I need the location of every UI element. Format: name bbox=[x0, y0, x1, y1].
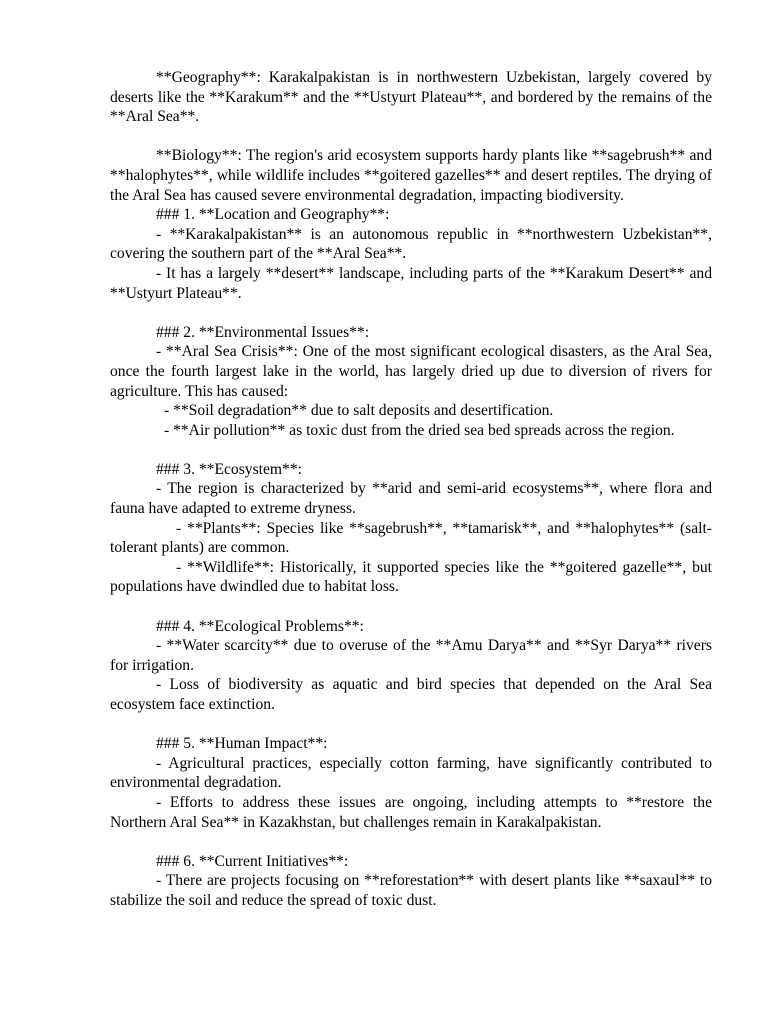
list-item: - **Water scarcity** due to overuse of the **Amu Darya** and **Syr Darya** rivers for irrigation. bbox=[110, 637, 712, 674]
heading-current-initiatives: ### 6. **Current Initiatives**: bbox=[156, 852, 349, 870]
heading-ecological-problems: ### 4. **Ecological Problems**: bbox=[156, 617, 364, 635]
list-subitem: - **Wildlife**: Historically, it supported species like the **goitered gazelle**, but populations have dwindled due to habitat loss. bbox=[110, 558, 712, 596]
list-item: - **Karakalpakistan** is an autonomous republic in **northwestern Uzbekistan**, covering the southern part of the **Aral Sea**. bbox=[110, 225, 712, 263]
heading-location-geography: ### 1. **Location and Geography**: bbox=[156, 206, 390, 224]
blank-line bbox=[110, 127, 712, 147]
document-page bbox=[110, 68, 712, 911]
list-item: - **Aral Sea Crisis**: One of the most significant ecological disasters, as the Aral Sea, once the fourth largest lake in the world, has largely dried up due to diversion of rivers for agriculture. This has caused: bbox=[110, 343, 712, 400]
list-item: - There are projects focusing on **reforestation** with desert plants like **saxaul** to stabilize the soil and reduce the spread of toxic dust. bbox=[110, 872, 712, 909]
blank-line bbox=[110, 597, 712, 617]
paragraph-biology: **Biology**: The region's arid ecosystem supports hardy plants like **sagebrush** and **halophytes**, while wildlife includes **goitered gazelles** and desert reptiles. The drying of the Aral Sea has caused severe environmental degradation, impacting biodiversity. bbox=[110, 147, 712, 204]
list-item: - Agricultural practices, especially cotton farming, have significantly contributed to environmental degradation. bbox=[110, 754, 712, 792]
blank-line bbox=[110, 715, 712, 735]
blank-line bbox=[110, 440, 712, 460]
list-item: - It has a largely **desert** landscape, including parts of the **Karakum Desert** and **Ustyurt Plateau**. bbox=[110, 264, 712, 302]
list-item: - Loss of biodiversity as aquatic and bird species that depended on the Aral Sea ecosystem face extinction. bbox=[110, 676, 712, 713]
list-item: - Efforts to address these issues are ongoing, including attempts to **restore the Northern Aral Sea** in Kazakhstan, but challenges remain in Karakalpakistan. bbox=[110, 793, 712, 831]
blank-line bbox=[110, 832, 712, 852]
paragraph-geography: **Geography**: Karakalpakistan is in northwestern Uzbekistan, largely covered by deserts like the **Karakum** and the **Ustyurt Plateau**, and bordered by the remains of the **Aral Sea**. bbox=[110, 69, 712, 126]
list-subitem: - **Plants**: Species like **sagebrush**, **tamarisk**, and **halophytes** (salt-tolerant plants) are common. bbox=[110, 519, 712, 557]
blank-line bbox=[110, 303, 712, 323]
heading-ecosystem: ### 3. **Ecosystem**: bbox=[156, 460, 302, 478]
heading-human-impact: ### 5. **Human Impact**: bbox=[156, 735, 328, 753]
list-subitem: - **Air pollution** as toxic dust from the dried sea bed spreads across the region. bbox=[164, 421, 675, 439]
list-item: - The region is characterized by **arid and semi-arid ecosystems**, where flora and fauna have adapted to extreme dryness. bbox=[110, 480, 712, 518]
heading-environmental-issues: ### 2. **Environmental Issues**: bbox=[156, 323, 370, 341]
list-subitem: - **Soil degradation** due to salt deposits and desertification. bbox=[164, 402, 554, 420]
